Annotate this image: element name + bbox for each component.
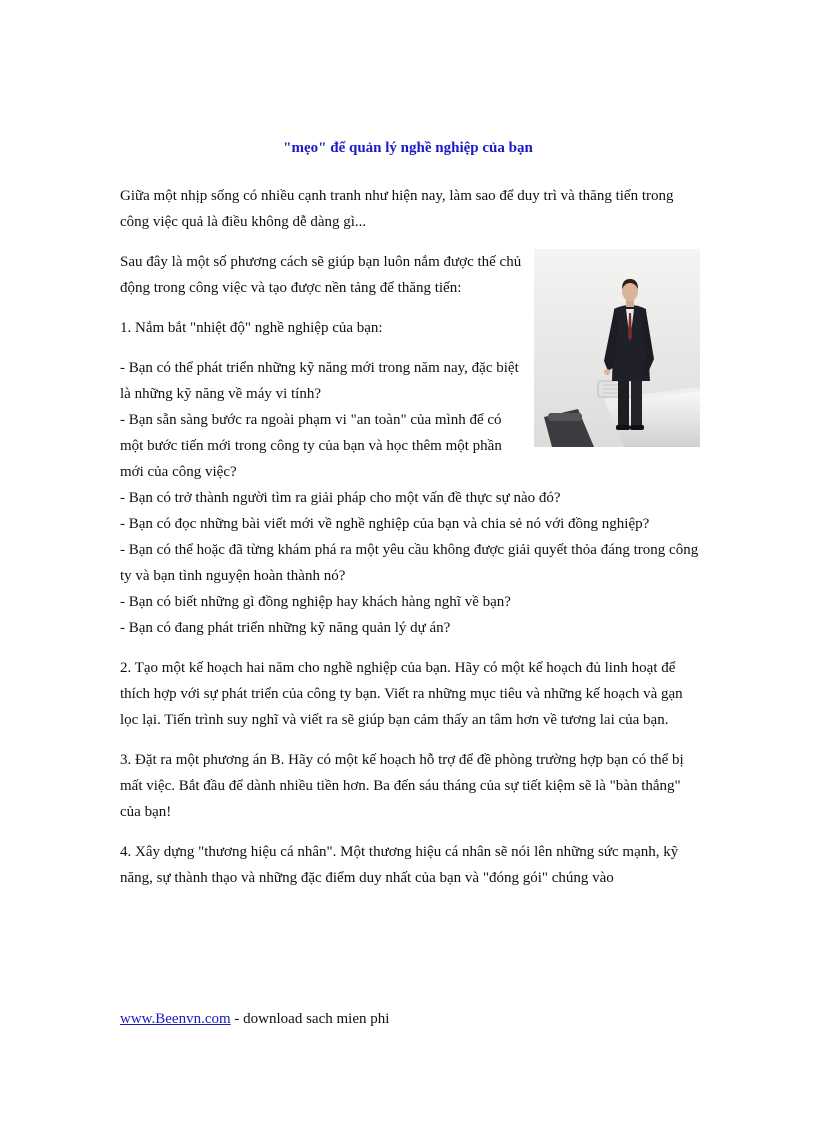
section-3-paragraph: 3. Đặt ra một phương án B. Hãy có một kế hoạch hỗ trợ để đề phòng trường hợp bạn có thể bị mất việc. Bắt đầu để dành nhiều tiền hơn. Ba đến sáu tháng của sự tiết kiệm sẽ là "bàn thắng" của bạn! [120, 752, 684, 820]
page-footer [120, 1011, 389, 1028]
bullet-item: - Bạn có thể hoặc đã từng khám phá ra một yêu cầu không được giải quyết thỏa đáng trong công ty và bạn tình nguyện hoàn thành nó? [120, 542, 699, 584]
section-2-paragraph: 2. Tạo một kế hoạch hai năm cho nghề nghiệp của bạn. Hãy có một kế hoạch đủ linh hoạt để thích hợp với sự phát triển của công ty bạn. Viết ra những mục tiêu và những kế hoạch và gạn lọc lại. Tiến trình suy nghĩ và viết ra sẽ giúp bạn cảm thấy an tâm hơn về tương lai của bạn. [120, 660, 683, 728]
section-4-paragraph: 4. Xây dựng "thương hiệu cá nhân". Một thương hiệu cá nhân sẽ nói lên những sức mạnh, kỹ năng, sự thành thạo và những đặc điểm duy nhất của bạn và "đóng gói" chúng vào [120, 844, 679, 886]
bullet-item: - Bạn có trở thành người tìm ra giải pháp cho một vấn đề thực sự nào đó? [120, 490, 561, 506]
intro-paragraph: Giữa một nhịp sống có nhiều cạnh tranh như hiện nay, làm sao để duy trì và thăng tiến trong công việc quả là điều không dễ dàng gì... [120, 188, 674, 230]
document-title: "mẹo" để quản lý nghề nghiệp của bạn [283, 140, 533, 156]
bullet-item: - Bạn có biết những gì đồng nghiệp hay khách hàng nghĩ về bạn? [120, 594, 511, 610]
bullet-item: - Bạn sẵn sàng bước ra ngoài phạm vi "an toàn" của mình để có một bước tiến mới trong công ty của bạn và học thêm một phần mới của công việc? [120, 412, 502, 480]
bullet-item: - Bạn có đọc những bài viết mới về nghề nghiệp của bạn và chia sẻ nó với đồng nghiệp? [120, 516, 650, 532]
bullet-item: - Bạn có thể phát triển những kỹ năng mới trong năm nay, đặc biệt là những kỹ năng về máy vi tính? [120, 360, 519, 402]
article-body [120, 183, 700, 905]
footer-link[interactable]: www.Beenvn.com [120, 1011, 231, 1027]
section-1-heading: 1. Nắm bắt "nhiệt độ" nghề nghiệp của bạn: [120, 320, 383, 336]
footer-text: - download sach mien phi [230, 1011, 390, 1027]
bullet-item: - Bạn có đang phát triển những kỹ năng quản lý dự án? [120, 620, 451, 636]
lead-paragraph: Sau đây là một số phương cách sẽ giúp bạn luôn nắm được thế chủ động trong công việc và tạo được nền tảng để thăng tiến: [120, 254, 522, 296]
businessman-photo [534, 249, 700, 447]
